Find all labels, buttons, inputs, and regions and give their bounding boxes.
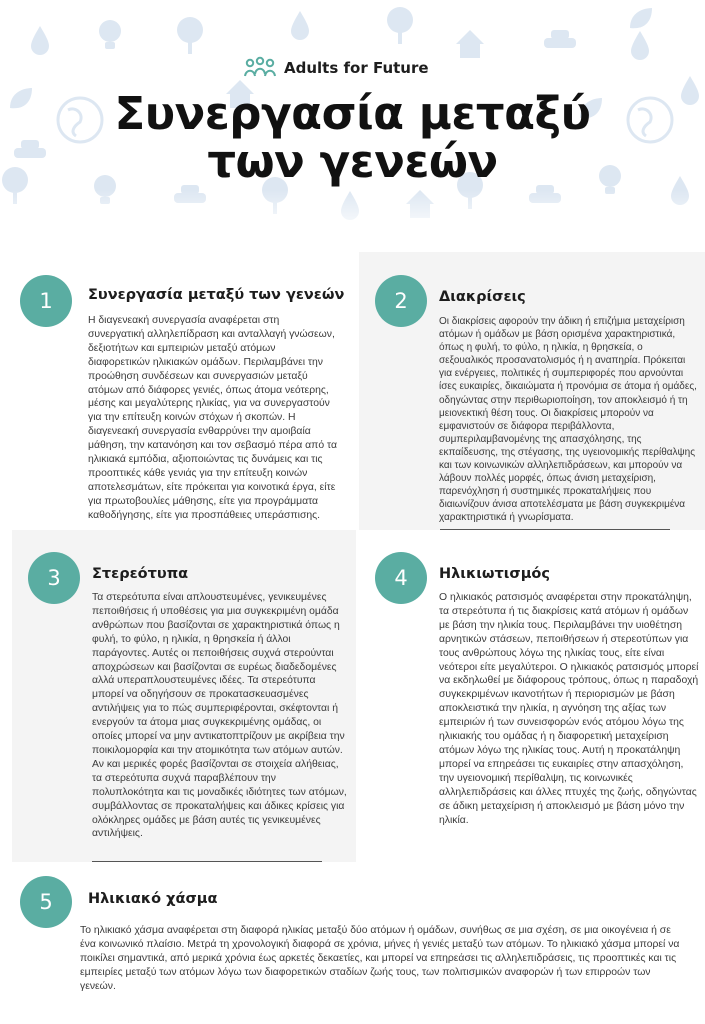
section-2-body: Οι διακρίσεις αφορούν την άδικη ή επιζήμια μεταχείριση ατόμων ή ομάδων με βάση ορισμένα χαρακτηριστικά, όπως η φυλή, το φύλο, η ηλικία, η θρησκεία, ο σεξουαλικός προσανατολισμός ή η αναπηρία. Πρόκειται για ενέργειες, πολιτικές ή συμπεριφορές που αρνούνται ίσες ευκαιρίες, δικαιώματα ή προνόμια σε άτομα ή ομάδες, οδηγώντας στην περιθωριοποίηση, τον αποκλεισμό ή τη μειονεκτική θέση τους. Οι διακρίσεις μπορούν να εμφανιστούν σε διάφορα περιβάλλοντα, συμπεριλαμβανομένης της απασχόλησης, της εκπαίδευσης, της στέγασης, της υγειονομικής περίθαλψης και των κοινωνικών αλληλεπιδράσεων, και μπορούν να λάβουν πολλές μορφές, όπως άνιση μεταχείριση, παρενόχληση ή συστημικές προκαταλήψεις που διαιωνίζουν άνισα αποτελέσματα με βάση συγκεκριμένα χαρακτηριστικά ή γνωρίσματα. [439, 316, 697, 524]
section-4-card [359, 530, 705, 862]
section-1-body: Η διαγενεακή συνεργασία αναφέρεται στη συνεργατική αλληλεπίδραση και ανταλλαγή γνώσεων, δεξιοτήτων και εμπειριών μεταξύ ατόμων διαφορετικών ηλικιακών ομάδων. Περιλαμβάνει την προώθηση συνδέσεων και συνεργασιών μεταξύ ατόμων από διάφορες γενιές, όπως άτομα νεότερης, μέσης και μεγαλύτερης ηλικίας, για να συνεργαστούν για την επίτευξη κοινών στόχων ή σκοπών. Η διαγενεακή συνεργασία ενθαρρύνει την αμοιβαία μάθηση, την κατανόηση και τον σεβασμό πέρα από τα ηλικιακά εμπόδια, αξιοποιώντας τις δυνάμεις και τις προοπτικές κάθε γενιάς για την επίτευξη κοινών αποτελεσμάτων, είτε πρόκειται για κοινοτικά έργα, είτε για πρωτοβουλίες μάθησης, είτε για προγράμματα καθοδήγησης, είτε για προσπάθειες υπεράσπισης. [88, 315, 337, 521]
section-2-card [359, 252, 705, 530]
section-1-title: Συνεργασία μεταξύ των γενεών [88, 287, 345, 303]
section-3-title: Στερεότυπα [92, 566, 189, 582]
section-5-title: Ηλικιακό χάσμα [88, 891, 218, 907]
brand [244, 56, 429, 80]
page-title [0, 87, 705, 188]
section-3-card [12, 530, 356, 862]
hero-header [0, 0, 705, 235]
section-4-title: Ηλικιωτισμός [439, 566, 550, 582]
section-2-number-badge: 2 [375, 275, 427, 327]
section-3-divider [92, 861, 322, 862]
section-4-number-badge: 4 [375, 552, 427, 604]
section-5-body: Το ηλικιακό χάσμα αναφέρεται στη διαφορά ηλικίας μεταξύ δύο ατόμων ή ομάδων, συνήθως σε μια σχέση, σε μια οικογένεια ή σε ένα κοινωνικό πλαίσιο. Μετρά τη χρονολογική διαφορά σε χρόνια, μήνες ή γενιές μεταξύ των ατόμων. Το ηλικιακό χάσμα μπορεί να ποικίλει σημαντικά, από μερικά χρόνια έως αρκετές δεκαετίες, και μπορεί να επηρεάσει τις αλληλεπιδράσεις, τις προοπτικές και τις εμπειρίες μεταξύ των ατόμων λόγω των διαφορετικών σταδίων ζωής τους, των πολιτισμικών αναφορών ή των επιρροών των γενεών. [80, 925, 680, 992]
brand-name: Adults for Future [284, 59, 429, 77]
hero-fade [0, 190, 705, 235]
section-3-number-badge: 3 [28, 552, 80, 604]
section-1-card [0, 252, 353, 530]
section-5-card [0, 868, 705, 1024]
section-3-body: Τα στερεότυπα είναι απλουστευμένες, γενικευμένες πεποιθήσεις ή υποθέσεις για μια συγκεκριμένη ομάδα ανθρώπων που βασίζονται σε χαρακτηριστικά όπως η φυλή, το φύλο, η ηλικία, η θρησκεία ή άλλοι παράγοντες. Αυτές οι πεποιθήσεις συχνά στερούνται αποχρώσεων και βασίζονται σε ευρέως διαδεδομένες αλλά υπεραπλουστευμένες ιδέες. Τα στερεότυπα μπορεί να οδηγήσουν σε προκατασκευασμένες αντιλήψεις για το πώς συμπεριφέρονται, σκέφτονται ή ενεργούν τα άτομα μιας συγκεκριμένης ομάδας, οι οποίες μπορεί να μην αντικατοπτρίζουν με ακρίβεια την ποικιλομορφία και την ατομικότητα των ατόμων αυτών. Αν και μερικές φορές βασίζονται σε στοιχεία αλήθειας, τα στερεότυπα συχνά παραβλέπουν την πολυπλοκότητα και τις μοναδικές ιδιότητες των ατόμων, συμβάλλοντας σε προκαταλήψεις και άδικες κρίσεις για ολόκληρες ομάδες με βάση αυτές τις γενικευμένες αντιλήψεις. [92, 592, 347, 840]
section-1-number-badge: 1 [20, 275, 72, 327]
section-4-body: Ο ηλικιακός ρατσισμός αναφέρεται στην προκατάληψη, τα στερεότυπα ή τις διακρίσεις κατά ατόμων ή ομάδων με βάση την ηλικία τους. Περιλαμβάνει την υιοθέτηση αρνητικών στάσεων, πεποιθήσεων ή στερεοτύπων για τους ανθρώπους λόγω της ηλικίας τους, είτε είναι νεότεροι είτε μεγαλύτεροι. Ο ηλικιακός ρατσισμός μπορεί να εκδηλωθεί με διάφορους τρόπους, όπως η παραδοχή συγκεκριμένων ικανοτήτων ή περιορισμών με βάση αποκλειστικά την ηλικία, η αγνόηση της αξίας των εμπειριών ή των συνεισφορών ενός ατόμου λόγω της ηλικιακής του ομάδας ή η διαφορετική μεταχείριση ατόμων λόγω της ηλικίας τους. Αυτή η προκατάληψη μπορεί να επηρεάσει τις ευκαιρίες στην απασχόληση, την υγειονομική περίθαλψη, τις κοινωνικές αλληλεπιδράσεις και άλλες πτυχές της ζωής, οδηγώντας σε άδικη μεταχείριση ή αποκλεισμό με βάση μόνο την ηλικία. [439, 592, 699, 826]
page-title-line-2: των γενεών [207, 135, 498, 188]
section-2-title: Διακρίσεις [439, 289, 526, 305]
section-5-number-badge: 5 [20, 876, 72, 928]
page-title-line-1: Συνεργασία μεταξύ [114, 87, 591, 140]
people-logo-icon [244, 56, 276, 80]
